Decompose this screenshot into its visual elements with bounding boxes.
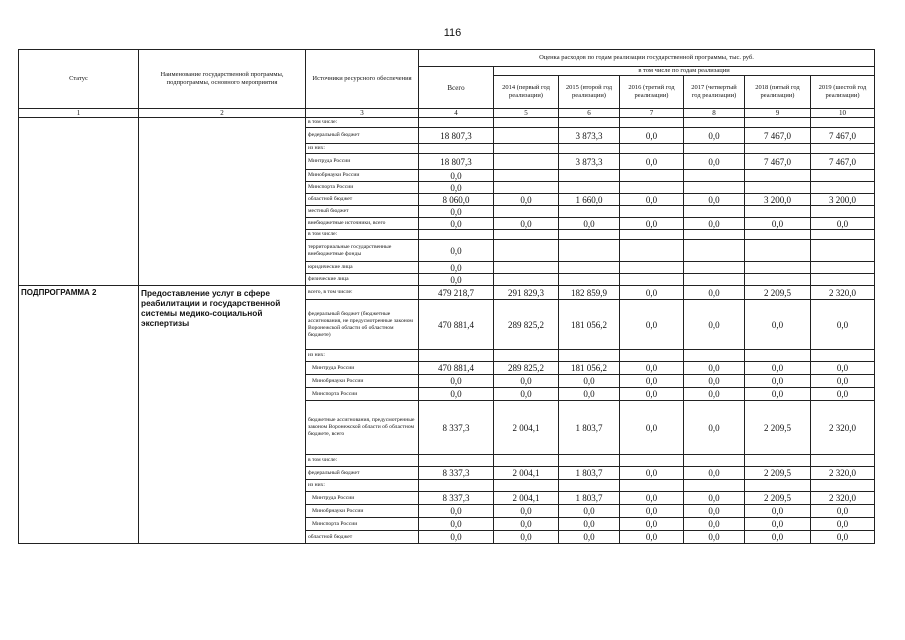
value-cell: 7 467,0	[745, 128, 811, 144]
value-cell: 0,0	[559, 388, 620, 401]
value-cell	[684, 118, 745, 128]
source-cell: областной бюджет	[306, 194, 419, 206]
value-cell	[684, 480, 745, 492]
value-cell: 0,0	[559, 518, 620, 531]
source-cell: Минтруда России	[306, 492, 419, 505]
value-cell	[811, 350, 875, 362]
value-cell	[419, 350, 494, 362]
source-cell: Минобрнауки России	[306, 375, 419, 388]
source-cell: Минспорта России	[306, 182, 419, 194]
value-cell	[559, 206, 620, 218]
name-cell-empty	[139, 118, 306, 286]
value-cell	[811, 262, 875, 274]
value-cell: 0,0	[684, 505, 745, 518]
value-cell: 1 803,7	[559, 492, 620, 505]
value-cell: 289 825,2	[494, 300, 559, 350]
value-cell: 7 467,0	[811, 154, 875, 170]
value-cell: 0,0	[811, 518, 875, 531]
value-cell	[419, 455, 494, 467]
value-cell: 0,0	[811, 218, 875, 230]
value-cell: 479 218,7	[419, 286, 494, 300]
source-cell: из них:	[306, 480, 419, 492]
value-cell: 2 209,5	[745, 286, 811, 300]
value-cell	[494, 240, 559, 262]
status-cell-empty	[19, 118, 139, 286]
value-cell	[811, 240, 875, 262]
value-cell	[811, 118, 875, 128]
value-cell	[559, 144, 620, 154]
value-cell: 0,0	[684, 362, 745, 375]
value-cell	[494, 455, 559, 467]
value-cell	[419, 118, 494, 128]
value-cell	[559, 118, 620, 128]
value-cell: 0,0	[811, 362, 875, 375]
value-cell: 0,0	[684, 375, 745, 388]
value-cell: 0,0	[811, 388, 875, 401]
value-cell: 8 337,3	[419, 401, 494, 455]
value-cell: 289 825,2	[494, 362, 559, 375]
value-cell	[494, 262, 559, 274]
source-cell: физические лица	[306, 274, 419, 286]
value-cell: 8 337,3	[419, 492, 494, 505]
value-cell	[559, 262, 620, 274]
value-cell: 0,0	[745, 362, 811, 375]
value-cell: 0,0	[620, 218, 684, 230]
source-cell: в том числе:	[306, 230, 419, 240]
value-cell: 0,0	[811, 505, 875, 518]
value-cell	[684, 170, 745, 182]
value-cell	[684, 350, 745, 362]
value-cell: 2 004,1	[494, 401, 559, 455]
table-row	[19, 118, 875, 128]
value-cell	[745, 170, 811, 182]
value-cell: 0,0	[559, 375, 620, 388]
value-cell: 0,0	[419, 206, 494, 218]
value-cell	[745, 144, 811, 154]
header-year-2014: 2014 (первый год реализации)	[494, 76, 559, 109]
value-cell: 18 807,3	[419, 128, 494, 144]
value-cell: 0,0	[620, 194, 684, 206]
value-cell: 1 803,7	[559, 467, 620, 480]
value-cell	[745, 240, 811, 262]
header-name: Наименование государственной программы, подпрограммы, основного мероприятия	[139, 50, 306, 109]
value-cell: 7 467,0	[745, 154, 811, 170]
value-cell: 2 004,1	[494, 492, 559, 505]
value-cell: 0,0	[494, 194, 559, 206]
header-status: Статус	[19, 50, 139, 109]
value-cell: 2 209,5	[745, 401, 811, 455]
value-cell: 0,0	[419, 262, 494, 274]
source-cell: областной бюджет	[306, 531, 419, 544]
value-cell	[494, 170, 559, 182]
value-cell	[559, 480, 620, 492]
value-cell: 182 859,9	[559, 286, 620, 300]
value-cell: 0,0	[745, 505, 811, 518]
col-index: 4	[419, 109, 494, 118]
value-cell	[494, 118, 559, 128]
value-cell: 0,0	[620, 518, 684, 531]
value-cell: 3 200,0	[811, 194, 875, 206]
value-cell: 0,0	[684, 388, 745, 401]
subprogram-name: Предоставление услуг в сфере реабилитации и государственной системы медико-социальной экспертизы	[139, 286, 306, 544]
value-cell: 0,0	[419, 518, 494, 531]
source-cell: федеральный бюджет (бюджетные ассигнования, не предусмотренные законом Воронежской области об областном бюджете)	[306, 300, 419, 350]
source-cell: в том числе:	[306, 118, 419, 128]
value-cell: 0,0	[419, 170, 494, 182]
value-cell	[559, 240, 620, 262]
value-cell: 0,0	[419, 218, 494, 230]
value-cell	[684, 206, 745, 218]
value-cell: 0,0	[684, 467, 745, 480]
source-cell: Минспорта России	[306, 388, 419, 401]
value-cell: 0,0	[811, 531, 875, 544]
value-cell: 0,0	[684, 492, 745, 505]
value-cell: 0,0	[419, 240, 494, 262]
source-cell: всего, в том числе:	[306, 286, 419, 300]
value-cell: 0,0	[620, 531, 684, 544]
value-cell: 7 467,0	[811, 128, 875, 144]
value-cell: 0,0	[620, 375, 684, 388]
value-cell: 0,0	[684, 218, 745, 230]
source-cell: в том числе:	[306, 455, 419, 467]
value-cell: 0,0	[559, 531, 620, 544]
source-cell: территориальные государственные внебюджетные фонды	[306, 240, 419, 262]
value-cell: 0,0	[419, 274, 494, 286]
value-cell: 18 807,3	[419, 154, 494, 170]
value-cell	[494, 154, 559, 170]
source-cell: из них:	[306, 144, 419, 154]
value-cell: 0,0	[620, 362, 684, 375]
value-cell: 3 200,0	[745, 194, 811, 206]
budget-table	[18, 49, 875, 544]
value-cell: 291 829,3	[494, 286, 559, 300]
value-cell	[419, 480, 494, 492]
header-year-2017: 2017 (четвертый год реализации)	[684, 76, 745, 109]
value-cell	[745, 262, 811, 274]
value-cell	[559, 230, 620, 240]
value-cell	[559, 182, 620, 194]
value-cell: 0,0	[559, 505, 620, 518]
value-cell	[620, 144, 684, 154]
value-cell: 0,0	[684, 154, 745, 170]
value-cell: 0,0	[745, 388, 811, 401]
col-index: 8	[684, 109, 745, 118]
value-cell: 0,0	[620, 401, 684, 455]
value-cell: 2 320,0	[811, 467, 875, 480]
value-cell: 0,0	[620, 505, 684, 518]
value-cell: 0,0	[620, 492, 684, 505]
col-index: 9	[745, 109, 811, 118]
value-cell	[745, 118, 811, 128]
value-cell: 0,0	[494, 388, 559, 401]
value-cell	[559, 455, 620, 467]
value-cell: 0,0	[494, 518, 559, 531]
value-cell	[494, 128, 559, 144]
value-cell	[811, 170, 875, 182]
value-cell: 470 881,4	[419, 362, 494, 375]
value-cell	[684, 182, 745, 194]
value-cell	[620, 455, 684, 467]
header-year-2018: 2018 (пятый год реализации)	[745, 76, 811, 109]
value-cell: 0,0	[494, 218, 559, 230]
value-cell	[494, 182, 559, 194]
value-cell: 0,0	[745, 375, 811, 388]
source-cell: федеральный бюджет	[306, 128, 419, 144]
value-cell: 0,0	[684, 128, 745, 144]
value-cell	[811, 144, 875, 154]
value-cell: 0,0	[620, 128, 684, 144]
value-cell	[684, 274, 745, 286]
value-cell: 0,0	[620, 286, 684, 300]
page-number: 116	[443, 27, 462, 39]
value-cell: 2 209,5	[745, 492, 811, 505]
col-index: 3	[306, 109, 419, 118]
value-cell: 0,0	[494, 505, 559, 518]
source-cell: Минтруда России	[306, 154, 419, 170]
value-cell	[811, 230, 875, 240]
value-cell	[419, 230, 494, 240]
value-cell: 181 056,2	[559, 300, 620, 350]
col-index: 6	[559, 109, 620, 118]
value-cell: 2 320,0	[811, 286, 875, 300]
value-cell	[745, 350, 811, 362]
value-cell	[684, 262, 745, 274]
value-cell	[684, 144, 745, 154]
source-cell: Минспорта России	[306, 518, 419, 531]
value-cell: 3 873,3	[559, 154, 620, 170]
value-cell: 2 209,5	[745, 467, 811, 480]
value-cell: 0,0	[684, 401, 745, 455]
table-row	[19, 286, 875, 300]
value-cell	[559, 350, 620, 362]
header-year-2019: 2019 (шестой год реализации)	[811, 76, 875, 109]
source-cell: местный бюджет	[306, 206, 419, 218]
header-estimate: Оценка расходов по годам реализации государственной программы, тыс. руб.	[419, 50, 875, 67]
value-cell	[811, 274, 875, 286]
source-cell: внебюджетные источники, всего	[306, 218, 419, 230]
value-cell: 0,0	[620, 154, 684, 170]
value-cell: 181 056,2	[559, 362, 620, 375]
source-cell: Минтруда России	[306, 362, 419, 375]
value-cell	[745, 455, 811, 467]
header-year-2016: 2016 (третий год реализации)	[620, 76, 684, 109]
value-cell	[811, 455, 875, 467]
value-cell	[559, 170, 620, 182]
value-cell: 0,0	[745, 218, 811, 230]
value-cell: 0,0	[620, 388, 684, 401]
value-cell	[620, 230, 684, 240]
value-cell	[620, 182, 684, 194]
value-cell	[620, 240, 684, 262]
value-cell: 0,0	[419, 375, 494, 388]
source-cell: Минобрнауки России	[306, 170, 419, 182]
source-cell: Минобрнауки России	[306, 505, 419, 518]
value-cell: 2 320,0	[811, 492, 875, 505]
value-cell	[494, 230, 559, 240]
value-cell	[559, 274, 620, 286]
value-cell: 2 320,0	[811, 401, 875, 455]
value-cell: 0,0	[684, 518, 745, 531]
value-cell: 470 881,4	[419, 300, 494, 350]
value-cell	[494, 206, 559, 218]
value-cell	[620, 274, 684, 286]
value-cell: 0,0	[620, 467, 684, 480]
value-cell	[811, 182, 875, 194]
value-cell	[811, 480, 875, 492]
value-cell	[620, 118, 684, 128]
value-cell: 0,0	[419, 182, 494, 194]
value-cell	[494, 350, 559, 362]
col-index: 7	[620, 109, 684, 118]
value-cell: 8 060,0	[419, 194, 494, 206]
value-cell: 3 873,3	[559, 128, 620, 144]
value-cell: 1 660,0	[559, 194, 620, 206]
value-cell	[684, 240, 745, 262]
header-year-2015: 2015 (второй год реализации)	[559, 76, 620, 109]
value-cell	[745, 206, 811, 218]
value-cell: 0,0	[745, 300, 811, 350]
value-cell: 1 803,7	[559, 401, 620, 455]
value-cell	[684, 455, 745, 467]
value-cell	[745, 182, 811, 194]
source-cell: юридические лица	[306, 262, 419, 274]
value-cell	[494, 480, 559, 492]
value-cell	[620, 206, 684, 218]
value-cell: 0,0	[559, 218, 620, 230]
value-cell: 0,0	[684, 286, 745, 300]
value-cell	[684, 230, 745, 240]
col-index: 1	[19, 109, 139, 118]
value-cell	[745, 274, 811, 286]
value-cell: 8 337,3	[419, 467, 494, 480]
value-cell	[620, 170, 684, 182]
value-cell: 0,0	[811, 375, 875, 388]
header-by-years: в том числе по годам реализации	[494, 67, 875, 76]
value-cell	[494, 274, 559, 286]
value-cell: 0,0	[419, 531, 494, 544]
value-cell	[745, 230, 811, 240]
value-cell: 0,0	[419, 505, 494, 518]
value-cell	[620, 262, 684, 274]
value-cell	[419, 144, 494, 154]
source-cell: из них:	[306, 350, 419, 362]
value-cell: 0,0	[684, 194, 745, 206]
value-cell: 0,0	[684, 300, 745, 350]
value-cell: 0,0	[620, 300, 684, 350]
value-cell	[494, 144, 559, 154]
value-cell: 0,0	[419, 388, 494, 401]
value-cell: 0,0	[745, 531, 811, 544]
value-cell	[620, 350, 684, 362]
header-total: Всего	[419, 67, 494, 109]
value-cell	[745, 480, 811, 492]
value-cell: 0,0	[745, 518, 811, 531]
value-cell: 0,0	[494, 375, 559, 388]
value-cell: 2 004,1	[494, 467, 559, 480]
value-cell: 0,0	[811, 300, 875, 350]
header-source: Источники ресурсного обеспечения	[306, 50, 419, 109]
col-index: 10	[811, 109, 875, 118]
value-cell: 0,0	[494, 531, 559, 544]
col-index: 5	[494, 109, 559, 118]
value-cell: 0,0	[684, 531, 745, 544]
source-cell: федеральный бюджет	[306, 467, 419, 480]
value-cell	[811, 206, 875, 218]
column-index-row	[19, 109, 875, 118]
source-cell: бюджетные ассигнования, предусмотренные законом Воронежской области об областном бюджете, всего	[306, 401, 419, 455]
value-cell	[620, 480, 684, 492]
col-index: 2	[139, 109, 306, 118]
subprogram-status: ПОДПРОГРАММА 2	[19, 286, 139, 544]
